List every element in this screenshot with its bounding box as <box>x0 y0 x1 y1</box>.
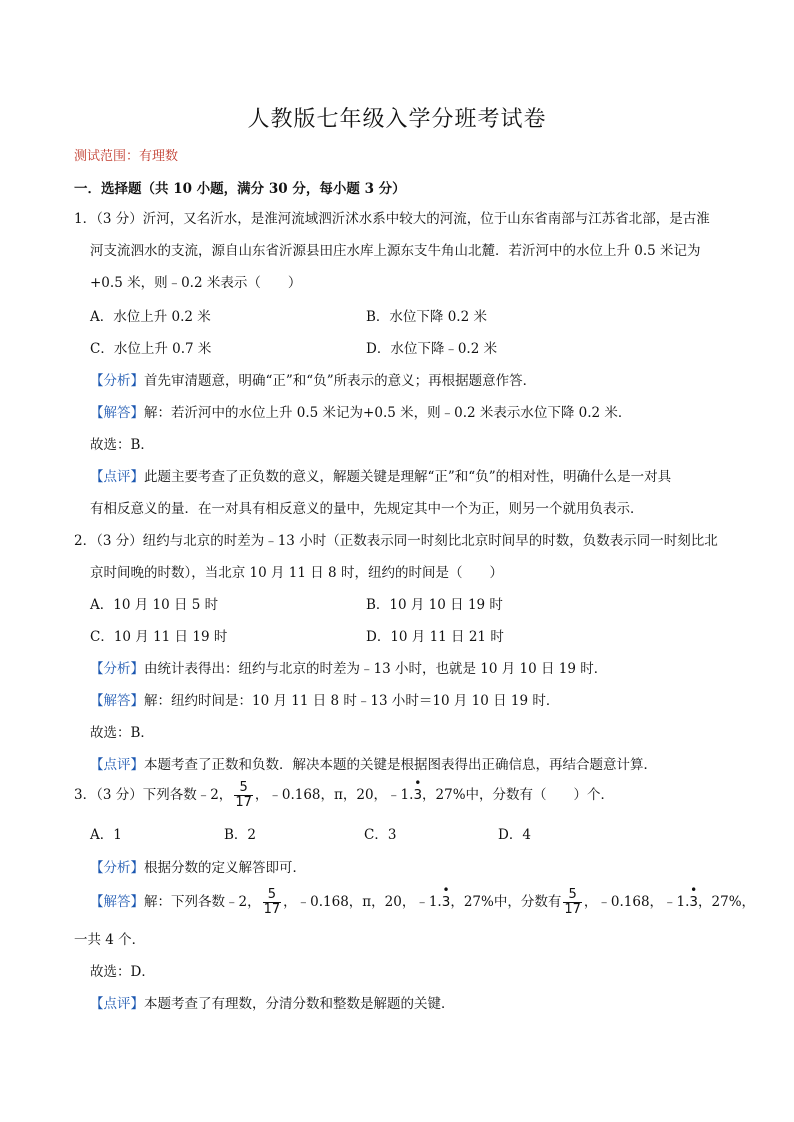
q3-option-d: D．4 <box>498 827 531 843</box>
q3-comment-text: 本题考查了有理数，分清分数和整数是解题的关键． <box>144 996 455 1012</box>
section-heading: 一．选择题（共 10 小题，满分 30 分，每小题 3 分） <box>74 181 406 197</box>
q3-option-a: A．1 <box>90 827 122 843</box>
q2-analysis <box>90 657 740 677</box>
fraction-numerator: 5 <box>234 781 253 796</box>
q1-comment-text: 此题主要考查了正负数的意义，解题关键是理解“正”和“负”的相对性，明确什么是一对具 <box>144 469 672 485</box>
q1-analysis-text: 首先审清题意，明确“正”和“负”所表示的意义；再根据题意作答． <box>144 373 537 389</box>
repeat-digit: 3 <box>689 894 699 910</box>
comment-tag: 【点评】 <box>90 469 144 485</box>
q2-answer <box>90 689 740 709</box>
q3-option-c: C．3 <box>364 827 397 843</box>
repeating-decimal <box>441 883 451 910</box>
q3-answer-mid3: ，﹣0.168，﹣1. <box>583 894 690 910</box>
q3-answer-mid2: ，27%中，分数有 <box>450 894 562 910</box>
repeat-dot: • <box>414 776 422 790</box>
q2-comment <box>90 753 740 773</box>
fraction-numerator: 5 <box>563 888 582 903</box>
answer-tag: 【解答】 <box>90 894 144 910</box>
q1-stem-line1: 1．（3 分）沂河，又名沂水，是淮河流域泗沂沭水系中较大的河流，位于山东省南部与江苏省北部，是古淮 <box>74 211 710 227</box>
q1-option-d: D．水位下降﹣0.2 米 <box>366 341 498 357</box>
q2-answer-text: 解：纽约时间是：10 月 11 日 8 时﹣13 小时＝10 月 10 日 19 时． <box>144 693 560 709</box>
q1-answer-text: 解：若沂河中的水位上升 0.5 米记为+0.5 米，则﹣0.2 米表示水位下降 0.2 米． <box>144 405 632 421</box>
analysis-tag: 【分析】 <box>90 373 144 389</box>
q2-stem-line2: 京时间晚的时数），当北京 10 月 11 日 8 时，纽约的时间是（ ） <box>90 565 503 581</box>
q3-choice: 故选：D． <box>90 964 155 980</box>
q3-comment <box>90 992 740 1012</box>
q1-option-b: B．水位下降 0.2 米 <box>366 309 487 325</box>
q2-option-a: A．10 月 10 日 5 时 <box>90 597 219 613</box>
fraction-5-17 <box>234 781 253 810</box>
q3-answer-suffix: ，27%， <box>698 894 756 910</box>
analysis-tag: 【分析】 <box>90 661 144 677</box>
q2-stem-line1: 2．（3 分）纽约与北京的时差为﹣13 小时（正数表示同一时刻比北京时间早的时数，负数表示同一时刻比北 <box>74 533 718 549</box>
fraction-denominator: 17 <box>235 795 252 810</box>
q3-answer-line2: 一共 4 个． <box>74 932 146 948</box>
q3-stem-prefix: 3．（3 分）下列各数﹣2， <box>74 787 233 803</box>
q1-option-c: C．水位上升 0.7 米 <box>90 341 212 357</box>
q3-answer-prefix: 解：下列各数﹣2， <box>144 894 261 910</box>
q2-option-c: C．10 月 11 日 19 时 <box>90 629 228 645</box>
repeating-decimal <box>413 776 423 803</box>
page-title: 人教版七年级入学分班考试卷 <box>247 107 547 132</box>
fraction-numerator: 5 <box>263 888 282 903</box>
repeat-dot: • <box>690 883 698 897</box>
q1-answer <box>90 401 740 421</box>
q1-comment-line1 <box>90 465 740 485</box>
q1-option-a: A．水位上升 0.2 米 <box>90 309 211 325</box>
repeat-digit: 3 <box>413 787 423 803</box>
q3-analysis <box>90 856 740 876</box>
comment-tag: 【点评】 <box>90 996 144 1012</box>
q2-option-d: D．10 月 11 日 21 时 <box>366 629 504 645</box>
repeat-digit: 3 <box>441 894 451 910</box>
fraction-denominator: 17 <box>564 902 581 917</box>
repeating-decimal <box>689 883 699 910</box>
q1-analysis <box>90 369 740 389</box>
q3-stem <box>74 776 724 810</box>
q1-stem-line3: +0.5 米，则﹣0.2 米表示（ ） <box>90 275 302 291</box>
q3-option-b: B．2 <box>224 827 257 843</box>
q1-comment-line2: 有相反意义的量．在一对具有相反意义的量中，先规定其中一个为正，则另一个就用负表示． <box>90 501 644 517</box>
q3-analysis-text: 根据分数的定义解答即可． <box>144 860 306 876</box>
q2-analysis-text: 由统计表得出：纽约与北京的时差为﹣13 小时，也就是 10 月 10 日 19 时． <box>144 661 608 677</box>
repeat-dot: • <box>442 883 450 897</box>
fraction-5-17 <box>263 888 282 917</box>
q3-answer <box>90 883 756 917</box>
q3-stem-suffix: ，27%中，分数有（ ）个． <box>422 787 615 803</box>
q1-stem-line2: 河支流泗水的支流，源自山东省沂源县田庄水库上源东支牛角山北麓．若沂河中的水位上升 0.5 米记为 <box>90 243 701 259</box>
analysis-tag: 【分析】 <box>90 860 144 876</box>
q3-answer-mid: ，﹣0.168，π，20，﹣1. <box>283 894 442 910</box>
q1-choice: 故选：B． <box>90 437 154 453</box>
test-scope: 测试范围：有理数 <box>74 149 179 164</box>
q2-choice: 故选：B． <box>90 725 154 741</box>
fraction-denominator: 17 <box>263 902 281 917</box>
q3-stem-mid: ，﹣0.168，π，20，﹣1. <box>254 787 414 803</box>
q2-comment-text: 本题考查了正数和负数．解决本题的关键是根据图表得出正确信息，再结合题意计算． <box>144 757 657 773</box>
answer-tag: 【解答】 <box>90 405 144 421</box>
comment-tag: 【点评】 <box>90 757 144 773</box>
q2-option-b: B．10 月 10 日 19 时 <box>366 597 503 613</box>
fraction-5-17 <box>563 888 582 917</box>
answer-tag: 【解答】 <box>90 693 144 709</box>
